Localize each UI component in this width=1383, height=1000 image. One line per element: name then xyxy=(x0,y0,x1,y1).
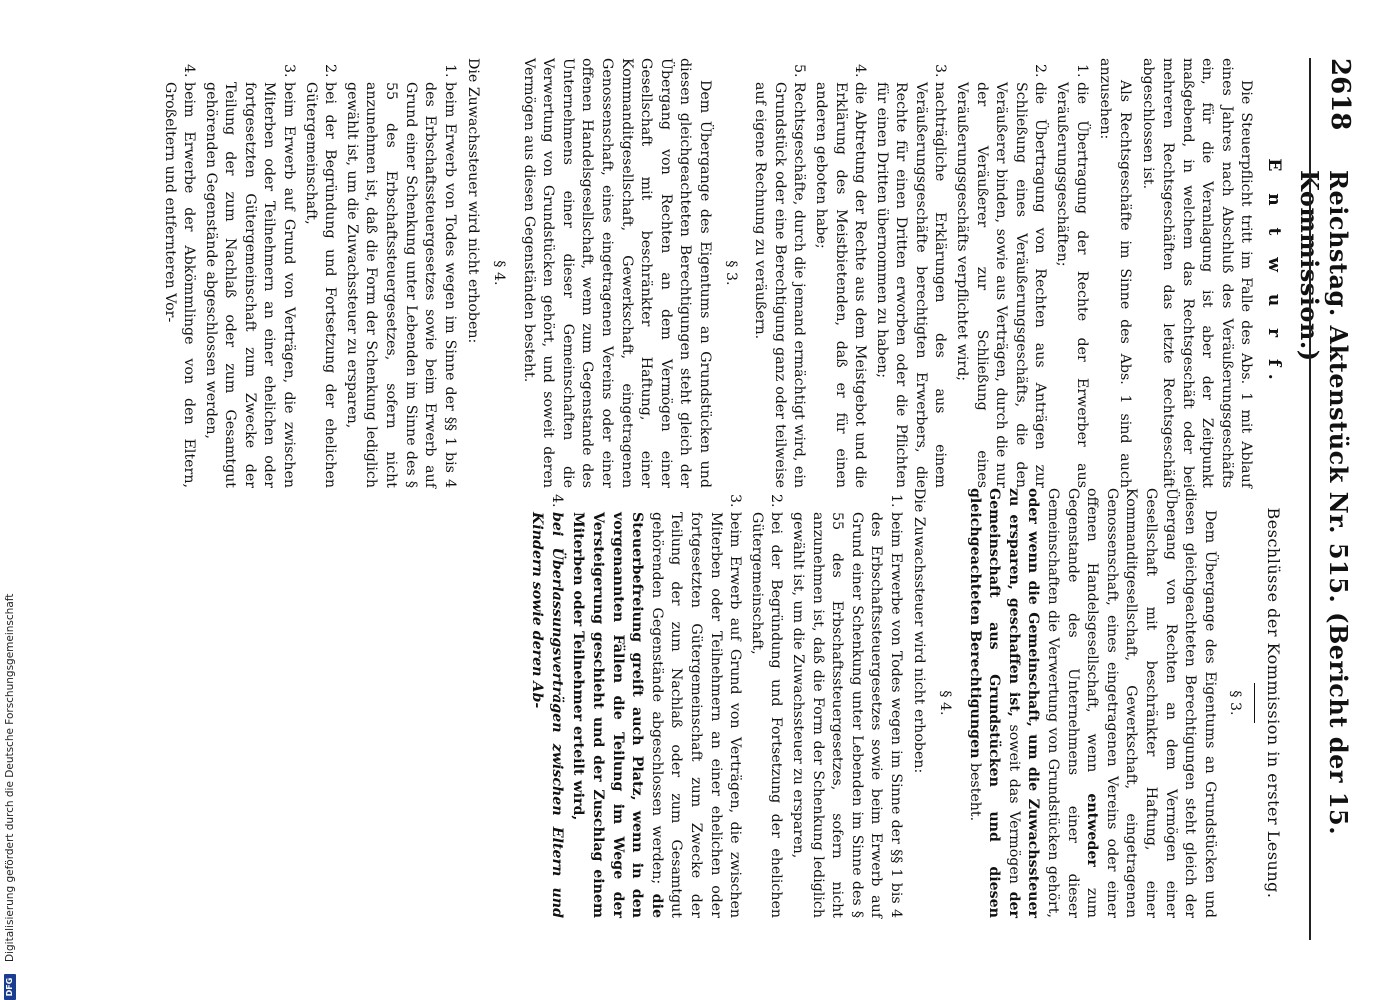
list-exemptions xyxy=(527,488,905,918)
page-header xyxy=(1295,0,1355,1000)
list-item: 4. die Abtretung der Rechte aus dem Meistgebot und die Erklärung des Meistbietenden, daß er für einen anderen geboten habe; xyxy=(810,82,869,488)
credit-text: Digitalisierung gefördert durch die Deutsche Forschungsgemeinschaft xyxy=(4,593,16,962)
amended-text: die Steuerbefreiung greift auch Platz, wenn in den vorgenannten Fällen die Teilung im Wege der Versteigerung geschieht und der Zuschlag einem Miterben oder Teilnehmer erteilt wird, xyxy=(570,512,665,919)
left-column-title: E n t w u r f. xyxy=(1264,158,1284,388)
text-run: zum Gegenstande des Unternehmens einer dieser Gemeinschaften die Verwertung von Grundstücken gehört, xyxy=(1045,488,1101,918)
section-heading-4: § 4. xyxy=(937,690,954,716)
paragraph-section-4-lead: Die Zuwachssteuer wird nicht erhoben: xyxy=(465,58,482,344)
left-column-draft xyxy=(153,58,1283,488)
list-item: 3. nachträgliche Erklärungen des aus einem Veräußerungsgeschäfte berechtigten Erwerbers, die Rechte für einen Dritten erworben oder die Pflichten für einen Dritten übernommen zu haben; xyxy=(871,82,949,488)
right-column-title: Beschlüsse der Kommission in erster Lesung. xyxy=(1264,507,1283,899)
list-item: 2. bei der Begründung und Fortsetzung der ehelichen Gütergemeinschaft, xyxy=(300,82,339,488)
list-item xyxy=(568,512,744,918)
list-item: 5. Rechtsgeschäfte, durch die jemand ermächtigt wird, ein Grundstück oder eine Berechtigung ganz oder teilweise auf eigene Rechnung zu veräußern. xyxy=(750,82,809,488)
text-run: soweit das Vermögen xyxy=(1005,724,1022,884)
digitization-credit xyxy=(0,0,20,1000)
dfg-logo-icon: DFG xyxy=(4,974,16,1000)
amended-text: der Gemeinschaft aus Grundstücken und diesen gleichgeachteten Berechtigungen xyxy=(966,488,1022,918)
paragraph-section-4-lead: Die Zuwachssteuer wird nicht erhoben: xyxy=(911,488,928,774)
amended-text: bei Überlassungsverträgen zwischen Eltern und Kindern sowie deren Ab- xyxy=(529,512,565,918)
paragraph-lead: Als Rechtsgeschäfte im Sinne des Abs. 1 sind auch anzusehen: xyxy=(1097,58,1133,488)
list-item: 1. die Übertragung der Rechte der Erwerber aus Veräußerungsgeschäften; xyxy=(1051,82,1090,488)
list-item: 3. beim Erwerb auf Grund von Verträgen, die zwischen Miterben oder Teilnehmern an einer ehelichen oder fortgesetzten Gütergemeinschaft zum Zwecke der Teilung der zum Nachlaß oder zum Gesamtgut gehörenden Gegenstände abgeschlossen werden, xyxy=(200,82,298,488)
section-heading-4: § 4. xyxy=(491,260,508,286)
section-heading-3: § 3. xyxy=(1227,690,1244,716)
text-run: Dem Übergange des Eigentums an Grundstücken und diesen gleichgeachteten Berechtigungen steht gleich der Übergang von Rechten an dem Vermögen einer Gesellschaft mit beschränkter Haftung, einer Kommanditgesellschaft, Gewerkschaft, eingetragenen Genossenschaft, eines eingetragenen Vereins oder einer offenen Handelsgesellschaft, wenn xyxy=(1084,488,1218,918)
section-heading-3: § 3. xyxy=(722,260,739,286)
list-item: 2. bei der Begründung und Fortsetzung der ehelichen Gütergemeinschaft, xyxy=(746,512,785,918)
text-run: besteht. xyxy=(966,762,983,822)
amended-text: entweder xyxy=(1084,793,1101,867)
paragraph-section-3 xyxy=(964,488,1219,918)
list-item: 1. beim Erwerbe von Todes wegen im Sinne der §§ 1 bis 4 des Erbschaftssteuergesetzes sowie beim Erwerb auf Grund einer Schenkung unter Lebenden im Sinne des § 55 des Erbschaftssteuergesetzes, sofern nicht anzunehmen ist, daß die Form der Schenkung lediglich gewählt ist, um die Zuwachssteuer zu ersparen, xyxy=(787,512,905,918)
header-rule xyxy=(1309,58,1311,940)
text-run: beim Erwerb auf Grund von Verträgen, die zwischen Miterben oder Teilnehmern an einer ehelichen oder fortgesetzten Gütergemeinschaft zum Zwecke der Teilung der zum Nachlaß oder zum Gesamtgut gehörenden Gegenstände abgeschlossen werden; xyxy=(648,512,744,918)
right-column-resolutions xyxy=(521,488,1283,918)
list-exemptions xyxy=(159,58,459,488)
list-item: 4. beim Erwerbe der Abkömmlinge von den Eltern, Großeltern und entfernteren Vor- xyxy=(159,82,198,488)
list-item xyxy=(527,512,566,918)
paragraph-intro: Die Steuerpflicht tritt im Falle des Abs. 1 mit Ablauf eines Jahres nach Abschluß des Veräußerungsgeschäfts ein, für die Veranlagung ist aber der Zeitpunkt maßgebend, in welchem das Rechtsgeschäft oder bei mehreren Rechtsgeschäften das letzte Rechtsgeschäft abgeschlossen ist. xyxy=(1140,58,1255,488)
page-number: 2618 xyxy=(1325,58,1355,131)
list-legal-transactions xyxy=(750,58,1091,488)
running-title: Reichstag. Aktenstück Nr. 515. (Bericht der 15. Kommission.) xyxy=(1295,170,1353,836)
list-item: 1. beim Erwerb von Todes wegen im Sinne der §§ 1 bis 4 des Erbschaftssteuergesetzes sowie beim Erwerb auf Grund einer Schenkung unter Lebenden im Sinne des § 55 des Erbschaftssteuergesetzes, sofern nicht anzunehmen ist, daß die Form der Schenkung lediglich gewählt ist, um die Zuwachssteuer zu ersparen, xyxy=(341,82,459,488)
title-rule xyxy=(1254,683,1255,723)
paragraph-section-3: Dem Übergange des Eigentums an Grundstücken und diesen gleichgeachteten Berechtigungen steht gleich der Übergang von Rechten an dem Vermögen einer Gesellschaft mit beschränkter Haftung, einer Kommanditgesellschaft, Gewerkschaft, eingetragenen Genossenschaft, eines eingetragenen Vereins oder einer offenen Handelsgesellschaft, wenn zum Gegenstande des Unternehmens einer dieser Gemeinschaften die Verwertung von Grundstücken gehört, und soweit deren Vermögen aus diesen Gegenständen besteht. xyxy=(520,58,713,488)
list-item: 2. die Übertragung von Rechten aus Anträgen zur Schließung eines Veräußerungsgeschäfts, die den Veräußerer binden, sowie aus Verträgen, durch die nur der Veräußerer zur Schließung eines Veräußerungsgeschäfts verpflichtet wird; xyxy=(952,82,1050,488)
amended-text: oder wenn die Gemeinschaft, um die Zuwachssteuer zu ersparen, geschaffen ist, xyxy=(1005,488,1042,918)
